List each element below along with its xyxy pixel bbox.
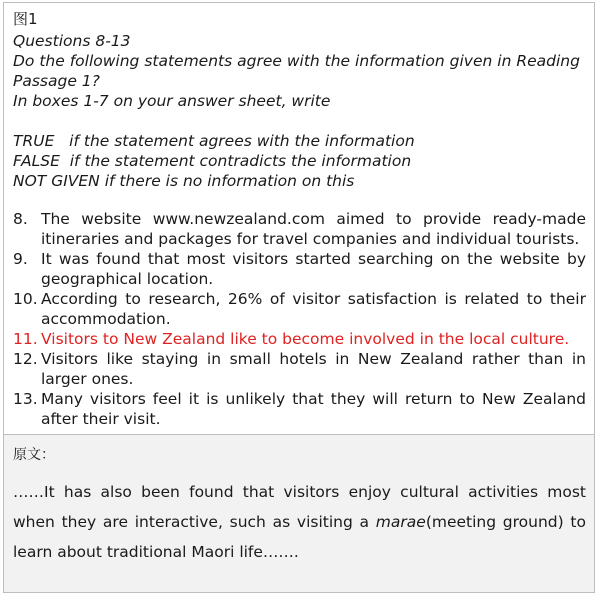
figure-label: 图1 bbox=[13, 10, 38, 28]
question-item bbox=[13, 209, 588, 249]
question-item bbox=[13, 249, 588, 289]
question-item-highlighted bbox=[13, 329, 588, 349]
question-text: It was found that most visitors started searching on the website by geographical location. bbox=[41, 250, 586, 288]
original-text-section bbox=[4, 434, 594, 592]
original-label: 原文： bbox=[13, 447, 55, 463]
question-text: Visitors like staying in small hotels in New Zealand rather than in larger ones. bbox=[41, 350, 586, 388]
legend-key: NOT GIVEN bbox=[13, 172, 100, 190]
legend-desc: if the statement contradicts the information bbox=[69, 152, 412, 170]
question-item bbox=[13, 389, 588, 429]
figure-frame bbox=[3, 2, 595, 593]
question-section bbox=[4, 3, 594, 433]
question-number: 13. bbox=[13, 390, 38, 408]
question-number: 10. bbox=[13, 290, 38, 308]
legend-row-not-given bbox=[13, 171, 588, 191]
question-text: Visitors to New Zealand like to become involved in the local culture. bbox=[41, 330, 570, 348]
legend-desc: if there is no information on this bbox=[104, 172, 355, 190]
questions-heading: Questions 8-13 bbox=[13, 32, 131, 50]
original-passage bbox=[13, 477, 586, 567]
question-item bbox=[13, 289, 588, 329]
question-text: The website www.newzealand.com aimed to provide ready-made itineraries and packages for travel companies and individual tourists. bbox=[41, 210, 586, 248]
question-number: 8. bbox=[13, 210, 28, 228]
question-text: According to research, 26% of visitor satisfaction is related to their accommodation. bbox=[41, 290, 586, 328]
passage-italic-word: marae bbox=[375, 513, 426, 531]
instruction-boxes: In boxes 1-7 on your answer sheet, write bbox=[13, 92, 331, 110]
legend-key: TRUE bbox=[13, 132, 55, 150]
legend-desc: if the statement agrees with the information bbox=[69, 132, 415, 150]
passage-text-after: (meeting ground) to learn about traditional Maori life……. bbox=[13, 513, 586, 561]
passage-text-before: ……It has also been found that visitors enjoy cultural activities most when they are interactive, such as visiting a bbox=[13, 483, 586, 531]
spacer bbox=[13, 111, 588, 131]
question-item bbox=[13, 349, 588, 389]
question-list bbox=[13, 209, 588, 429]
instruction-question: Do the following statements agree with the information given in Reading Passage 1? bbox=[13, 52, 580, 90]
question-number: 12. bbox=[13, 350, 38, 368]
question-text: Many visitors feel it is unlikely that they will return to New Zealand after their visit. bbox=[41, 390, 586, 428]
legend-key: FALSE bbox=[13, 152, 60, 170]
legend-row-false bbox=[13, 151, 588, 171]
question-number: 9. bbox=[13, 250, 28, 268]
question-number: 11. bbox=[13, 330, 38, 348]
legend-row-true bbox=[13, 131, 588, 151]
